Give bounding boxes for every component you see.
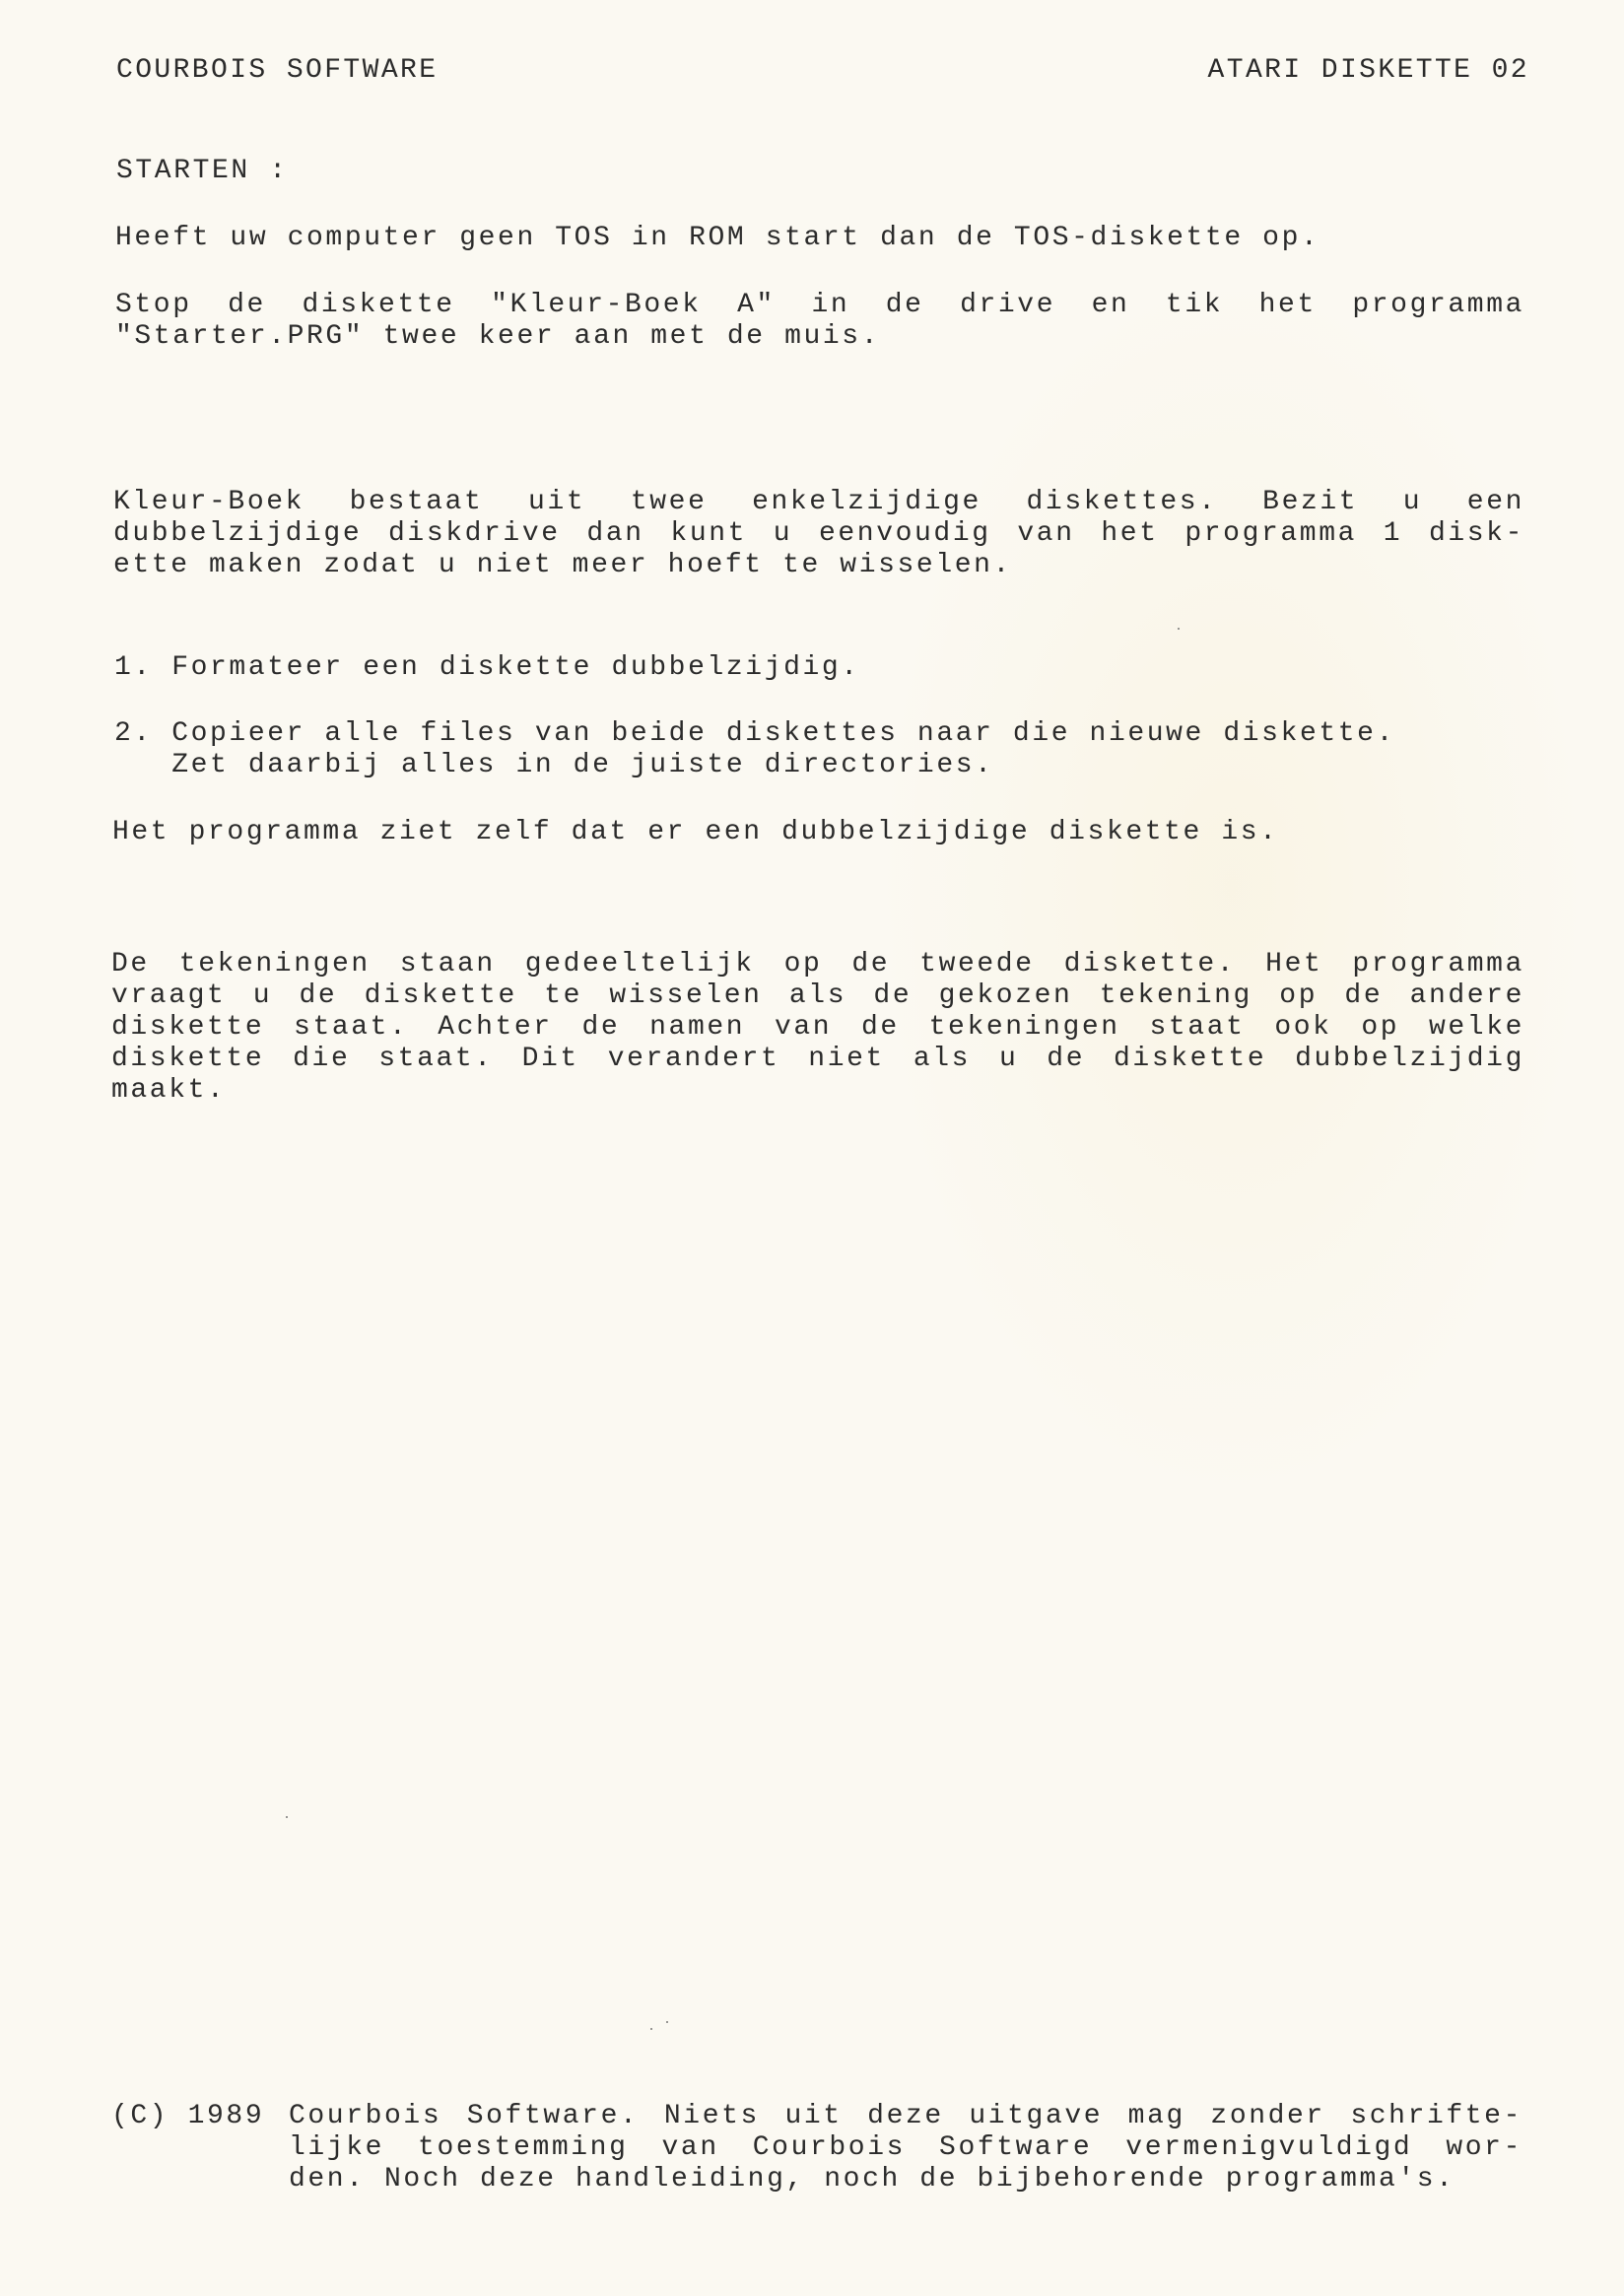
- copyright-text: [289, 2101, 1522, 2195]
- paper-speck: [666, 2021, 668, 2023]
- paper-speck: [1178, 628, 1180, 630]
- section-heading-starten: STARTEN :: [116, 156, 289, 186]
- step-1: 1. Formateer een diskette dubbelzijdig.: [114, 652, 860, 683]
- copyright-line: den. Noch deze handleiding, noch de bijbehorende programma's.: [289, 2164, 1455, 2195]
- paragraph-line: maakt.: [111, 1075, 227, 1106]
- paragraph-line: diskette staat. Achter de namen van de tekeningen staat ook op welke: [111, 1012, 1524, 1043]
- diskettes-paragraph: [113, 487, 1524, 581]
- paragraph-line: De tekeningen staan gedeeltelijk op de tweede diskette. Het programma: [111, 949, 1524, 979]
- dubbelzijdig-note: Het programma ziet zelf dat er een dubbelzijdige diskette is.: [112, 817, 1279, 847]
- copyright-year: (C) 1989: [111, 2101, 265, 2131]
- step-2-line-2: Zet daarbij alles in de juiste directories.: [114, 750, 994, 780]
- step-2-line-1: 2. Copieer alle files van beide diskettes naar die nieuwe diskette.: [114, 718, 1395, 749]
- paragraph-line: Stop de diskette "Kleur-Boek A" in de drive en tik het programma: [115, 290, 1524, 320]
- starten-paragraph-1: Heeft uw computer geen TOS in ROM start dan de TOS-diskette op.: [115, 223, 1320, 253]
- paper-speck: [286, 1816, 288, 1818]
- paragraph-line: ette maken zodat u niet meer hoeft te wisselen.: [113, 550, 1012, 580]
- paragraph-line: dubbelzijdige diskdrive dan kunt u eenvoudig van het programma 1 disk-: [113, 518, 1524, 549]
- paragraph-line: vraagt u de diskette te wisselen als de gekozen tekening op de andere: [111, 980, 1524, 1011]
- starten-paragraph-2: [115, 290, 1524, 353]
- paragraph-line: "Starter.PRG" twee keer aan met de muis.: [115, 321, 881, 352]
- header-diskette-id: ATARI DISKETTE 02: [1207, 55, 1529, 86]
- tekeningen-paragraph: [111, 949, 1524, 1107]
- copyright-line: Courbois Software. Niets uit deze uitgave mag zonder schrifte-: [289, 2101, 1522, 2131]
- paragraph-line: Kleur-Boek bestaat uit twee enkelzijdige diskettes. Bezit u een: [113, 487, 1524, 517]
- paragraph-line: diskette die staat. Dit verandert niet als u de diskette dubbelzijdig: [111, 1044, 1524, 1074]
- paper-speck: [650, 2028, 652, 2030]
- header-company: COURBOIS SOFTWARE: [116, 55, 439, 86]
- copyright-line: lijke toestemming van Courbois Software vermenigvuldigd wor-: [289, 2132, 1522, 2163]
